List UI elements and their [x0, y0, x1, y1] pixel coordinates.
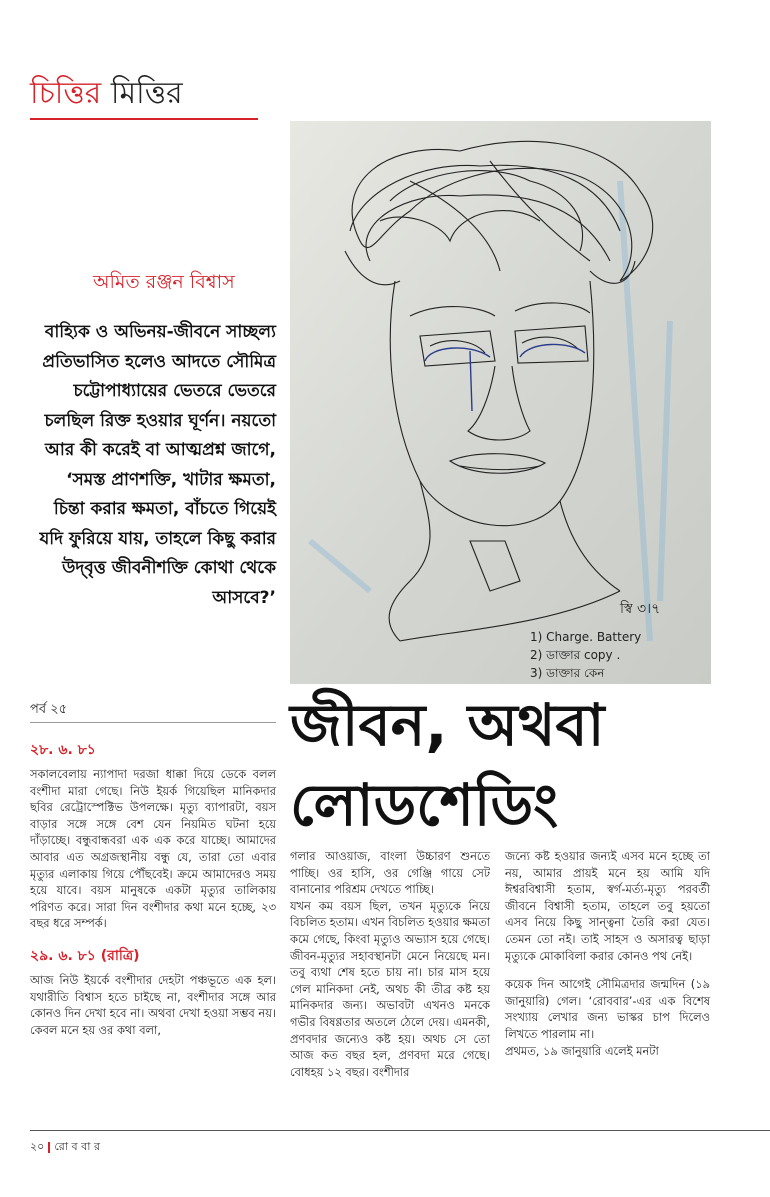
sketch-note-2: 2) ডাক্তার copy .: [530, 648, 621, 662]
column-3-text-b: কয়েক দিন আগেই সৌমিত্রদার জন্মদিন (১৯ জানুয়ারি) গেল। ‘রোববার’-এর এক বিশেষ সংখ্যায় লেখার জন্য ভাস্কর চাপ দিলেও লিখতে পারলাম না। প্রথমত, ১৯ জানুয়ারি এলেই মনটা: [505, 977, 710, 1058]
sketch-note-3: 3) ডাক্তার কেন: [530, 666, 605, 680]
author-name: অমিত রঞ্জন বিশ্বাস: [93, 271, 235, 293]
sketch-note-1: 1) Charge. Battery: [530, 630, 642, 644]
footer-rule: [30, 1130, 770, 1131]
column-3-text-a: জন্যে কষ্ট হওয়ার জন্যই এসব মনে হচ্ছে তা নয়, আমার প্রায়ই মনে হয় আমি যদি ঈশ্বরবিশ্বাসী হতাম, স্বর্গ-মর্ত্য-মৃত্যু পরবর্তী জীবনে বিশ্বাসী হতাম, তাহলে তবু হয়তো এসব নিয়ে কিছু সান্ত্বনা তৈরি করা যেত। তেমন তো নই। তাই সাহস ও অসারত্ব ছাড়া মৃত্যুকে মোকাবিলা করার কোনও পথ নেই।: [505, 849, 710, 963]
episode-label: পর্ব ২৫: [30, 702, 68, 717]
series-title-rest: মিত্তির: [110, 76, 183, 111]
headline-line-1: জীবন, অথবা: [290, 691, 605, 759]
column-2-text: গলার আওয়াজ, বাংলা উচ্চারণ শুনতে পাচ্ছি। ওর হাসি, ওর গেঞ্জি গায়ে সেট বানানোর পরিশ্রম দেখতে পাচ্ছি। যখন কম বয়স ছিল, তখন মৃত্যুকে নিয়ে বিচলিত হতাম। এখন বিচলিত হওয়ার ক্ষমতা কমে গেছে, কিংবা মৃত্যুও অভ্যাস হয়ে গেছে। জীবন-মৃত্যুর সহাবস্থানটা মেনে নিয়েছে মন। তবু ব্যথা শেষ হতে চায় না। চার মাস হয়ে গেল মানিকদা নেই, অথচ কী তীব্র কষ্ট হয় মানিকদার জন্য। অভাবটা এখনও মনকে গভীর বিষণ্ণতার অতলে ঠেলে দেয়। এমনকী, প্রণবদার জন্যেও কষ্ট হয়। অথচ সে তো আজ কত বছর হল, প্রণবদা মরে গেছে। বোধহয় ১২ বছর। বংশীদার: [290, 849, 490, 1079]
episode-rule: [30, 722, 276, 723]
page-footer: [30, 1138, 100, 1157]
footer-separator: [48, 1142, 50, 1153]
portrait-sketch-drawing: [290, 121, 711, 684]
headline-line-2: লোডশেডিং: [290, 771, 559, 839]
magazine-name: রো ব বা র: [54, 1140, 100, 1153]
article-column-3: [505, 848, 710, 1059]
series-title: [30, 74, 183, 114]
header-rule: [30, 118, 258, 120]
series-title-highlight: চিত্তির: [30, 76, 102, 111]
article-column-2: [290, 848, 490, 1080]
sketch-signature: স্বি ৩।৭: [620, 601, 661, 617]
entry-date: ২৯. ৬. ৮১ (রাত্রি): [30, 947, 140, 964]
entry-text: আজ নিউ ইয়র্কে বংশীদার দেহটা পঞ্চভূতে এক হল। যথারীতি বিশ্বাস হতে চাইছে না, বংশীদার সঙ্গে আর কোনও দিন দেখা হবে না। অথবা দেখা হওয়া সম্ভব নয়। কেবল মনে হয় ওর কথা বলা,: [30, 972, 276, 1037]
entry-date: ২৮. ৬. ৮১: [30, 742, 96, 758]
portrait-sketch: [290, 121, 711, 684]
article-column-1: [30, 738, 276, 1038]
page-number: ২০: [30, 1140, 45, 1153]
intro-blurb: বাহ্যিক ও অভিনয়-জীবনে সাচ্ছল্য প্রতিভাসিত হলেও আদতে সৌমিত্র চট্টোপাধ্যায়ের ভেতরে ভেতরে চলছিল রিক্ত হওয়ার ঘূর্ণন। নয়তো আর কী করেই বা আত্মপ্রশ্ন জাগে, ‘সমস্ত প্রাণশক্তি, খাটার ক্ষমতা, চিন্তা করার ক্ষমতা, বাঁচতে গিয়েই যদি ফুরিয়ে যায়, তাহলে কিছু করার উদ্‌বৃত্ত জীবনীশক্তি কোথা থেকে আসবে?’: [39, 322, 276, 608]
entry-text: সকালবেলায় ন্যাপাদা দরজা ধাক্কা দিয়ে ডেকে বলল বংশীদা মারা গেছে। নিউ ইয়র্ক গিয়েছিল মানিকদার ছবির রেট্রোস্পেক্টিভ উপলক্ষে। মৃত্যু ব্যাপারটা, বয়স বাড়ার সঙ্গে সঙ্গে বেশ যেন নিয়মিত ঘটনা হয়ে দাঁড়াচ্ছে। বন্ধুবান্ধবরা এক এক করে যাচ্ছে। আমাদের আবার এত অগ্রজস্থানীয় বন্ধু যে, তারা তো এবার মৃত্যুর এলাকায় গিয়ে পৌঁছবেই। ক্রমে আমাদেরও সময় হয়ে যাবে। বয়স মানুষকে একটা মৃত্যুর তালিকায় পরিণত করে। সারা দিন বংশীদার কথা মনে হচ্ছে, ২৩ বছর ধরে সম্পর্ক।: [30, 767, 276, 931]
